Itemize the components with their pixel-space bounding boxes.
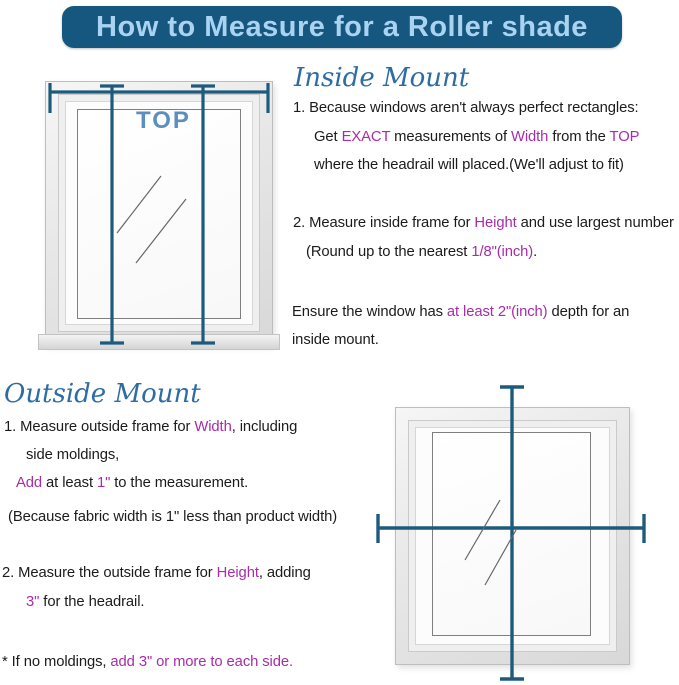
inside-item1-line3: where the headrail will placed.(We'll adjust to fit) xyxy=(314,157,624,173)
top-label: TOP xyxy=(136,107,191,134)
outside-item1-line3: Add at least 1" to the measurement. xyxy=(16,475,249,491)
inside-item1-line2: Get EXACT measurements of Width from the TOP xyxy=(314,129,640,145)
window-sill xyxy=(38,334,280,350)
window-glass xyxy=(432,432,591,636)
inside-depth-note-line2: inside mount. xyxy=(292,332,379,348)
outside-item1-line1: 1. Measure outside frame for Width, including xyxy=(4,419,298,435)
inside-depth-note-line1: Ensure the window has at least 2"(inch) depth for an xyxy=(292,304,630,320)
inside-item1-line1: 1. Because windows aren't always perfect rectangles: xyxy=(293,100,639,116)
page-title: How to Measure for a Roller shade xyxy=(96,10,588,43)
inside-mount-heading: Inside Mount xyxy=(294,63,470,93)
outside-mount-heading: Outside Mount xyxy=(4,379,201,409)
outside-item2-line1: 2. Measure the outside frame for Height, adding xyxy=(2,565,311,581)
outside-item1-line2: side moldings, xyxy=(26,447,120,463)
title-banner xyxy=(62,6,622,48)
outside-mount-window-diagram xyxy=(395,407,630,665)
outside-item2-line2: 3" for the headrail. xyxy=(26,594,145,610)
inside-item2-line1: 2. Measure inside frame for Height and use largest number xyxy=(293,215,674,231)
window-glass xyxy=(77,109,241,319)
no-moldings-footnote: * If no moldings, add 3" or more to each side. xyxy=(2,654,294,670)
outside-item1-line4: (Because fabric width is 1" less than product width) xyxy=(8,509,338,525)
inside-item2-line2: (Round up to the nearest 1/8"(inch). xyxy=(306,244,538,260)
